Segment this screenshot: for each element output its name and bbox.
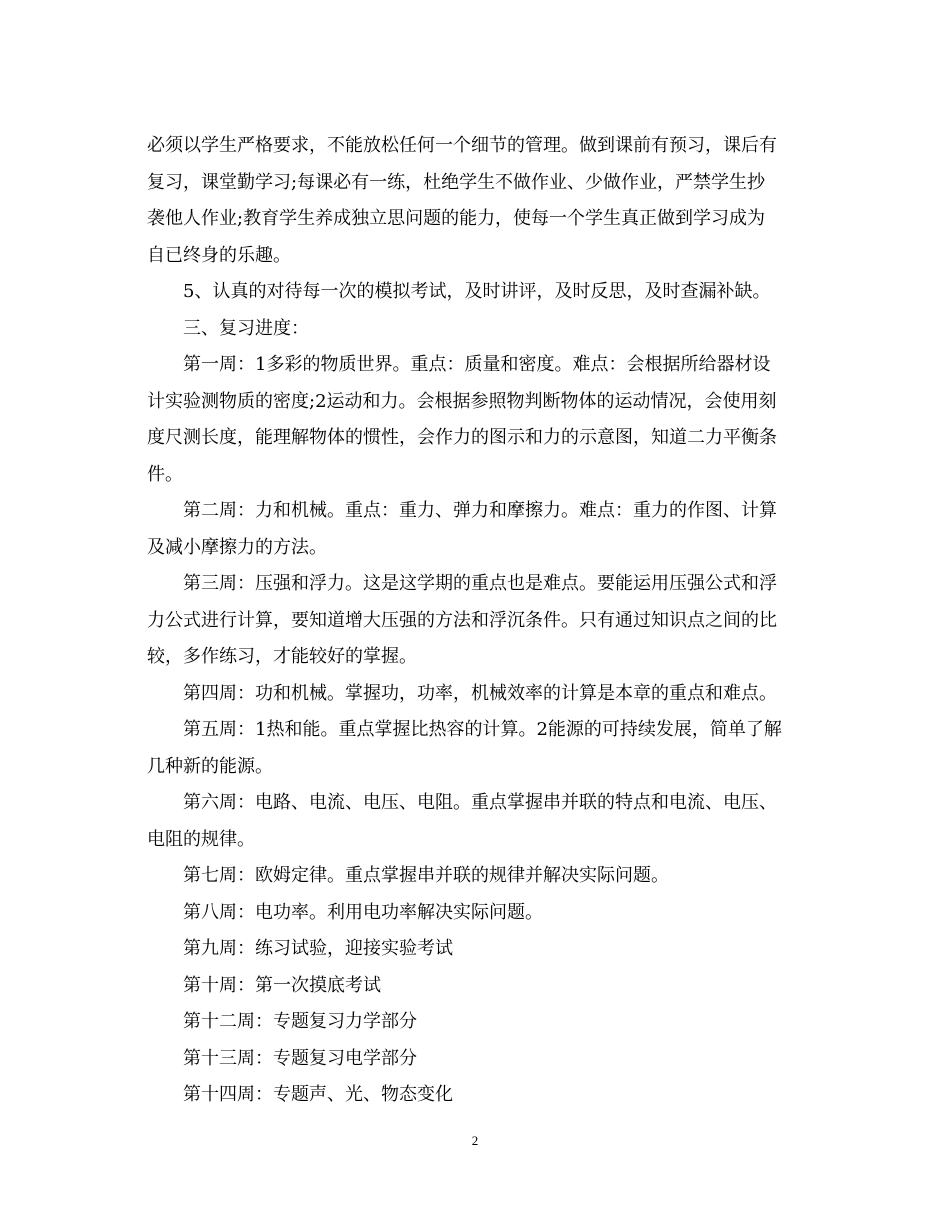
paragraph-line: 袭他人作业;教育学生养成独立思问题的能力，使每一个学生真正做到学习成为: [147, 208, 766, 229]
paragraph-line: 第三周：压强和浮力。这是这学期的重点也是难点。要能运用压强公式和浮: [183, 573, 777, 594]
paragraph-line: 自已终身的乐趣。: [147, 244, 291, 266]
paragraph-line: 第四周：功和机械。掌握功，功率，机械效率的计算是本章的重点和难点。: [183, 682, 777, 704]
paragraph-line: 第二周：力和机械。重点：重力、弹力和摩擦力。难点：重力的作图、计算: [183, 500, 777, 521]
paragraph-line: 件。: [147, 463, 183, 485]
paragraph-line: 几种新的能源。: [147, 755, 273, 777]
paragraph-line: 第七周：欧姆定律。重点掌握串并联的规律并解决实际问题。: [183, 865, 669, 886]
section-heading: 三、复习进度：: [183, 317, 309, 339]
paragraph-line: 第十四周：专题声、光、物态变化: [183, 1084, 453, 1105]
page-number: 2: [471, 1133, 479, 1148]
paragraph-line: 必须以学生严格要求，不能放松任何一个细节的管理。做到课前有预习，课后有: [147, 135, 777, 156]
paragraph-line: 力公式进行计算，要知道增大压强的方法和浮沉条件。只有通过知识点之间的比: [147, 609, 777, 631]
paragraph-line: 第六周：电路、电流、电压、电阻。重点掌握串并联的特点和电流、电压、: [183, 792, 777, 813]
paragraph-line: 度尺测长度，能理解物体的惯性，会作力的图示和力的示意图，知道二力平衡条: [147, 427, 777, 448]
document-body: [147, 128, 807, 1114]
paragraph-line: 第十三周：专题复习电学部分: [183, 1047, 417, 1069]
paragraph-line: 第九周：练习试验，迎接实验考试: [183, 938, 453, 959]
paragraph-line: 第八周：电功率。利用电功率解决实际问题。: [183, 901, 543, 923]
paragraph-line: 计实验测物质的密度;2运动和力。会根据参照物判断物体的运动情况，会使用刻: [147, 390, 777, 412]
paragraph-line: 第一周：1多彩的物质世界。重点：质量和密度。难点：会根据所给器材设: [183, 354, 771, 375]
paragraph-line: 第十二周：专题复习力学部分: [183, 1011, 417, 1032]
paragraph-line: 及减小摩擦力的方法。: [147, 536, 327, 558]
paragraph-line: 第五周：1热和能。重点掌握比热容的计算。2能源的可持续发展，简单了解: [183, 719, 782, 740]
paragraph-line: 第十周：第一次摸底考试: [183, 974, 381, 996]
paragraph-line: 复习，课堂勤学习;每课必有一练，杜绝学生不做作业、少做作业，严禁学生抄: [147, 171, 766, 193]
paragraph-line: 较，多作练习，才能较好的掌握。: [147, 646, 417, 667]
paragraph-line: 电阻的规律。: [147, 828, 255, 850]
paragraph-line: 5、认真的对待每一次的模拟考试，及时讲评，及时反思，及时查漏补缺。: [183, 281, 771, 302]
